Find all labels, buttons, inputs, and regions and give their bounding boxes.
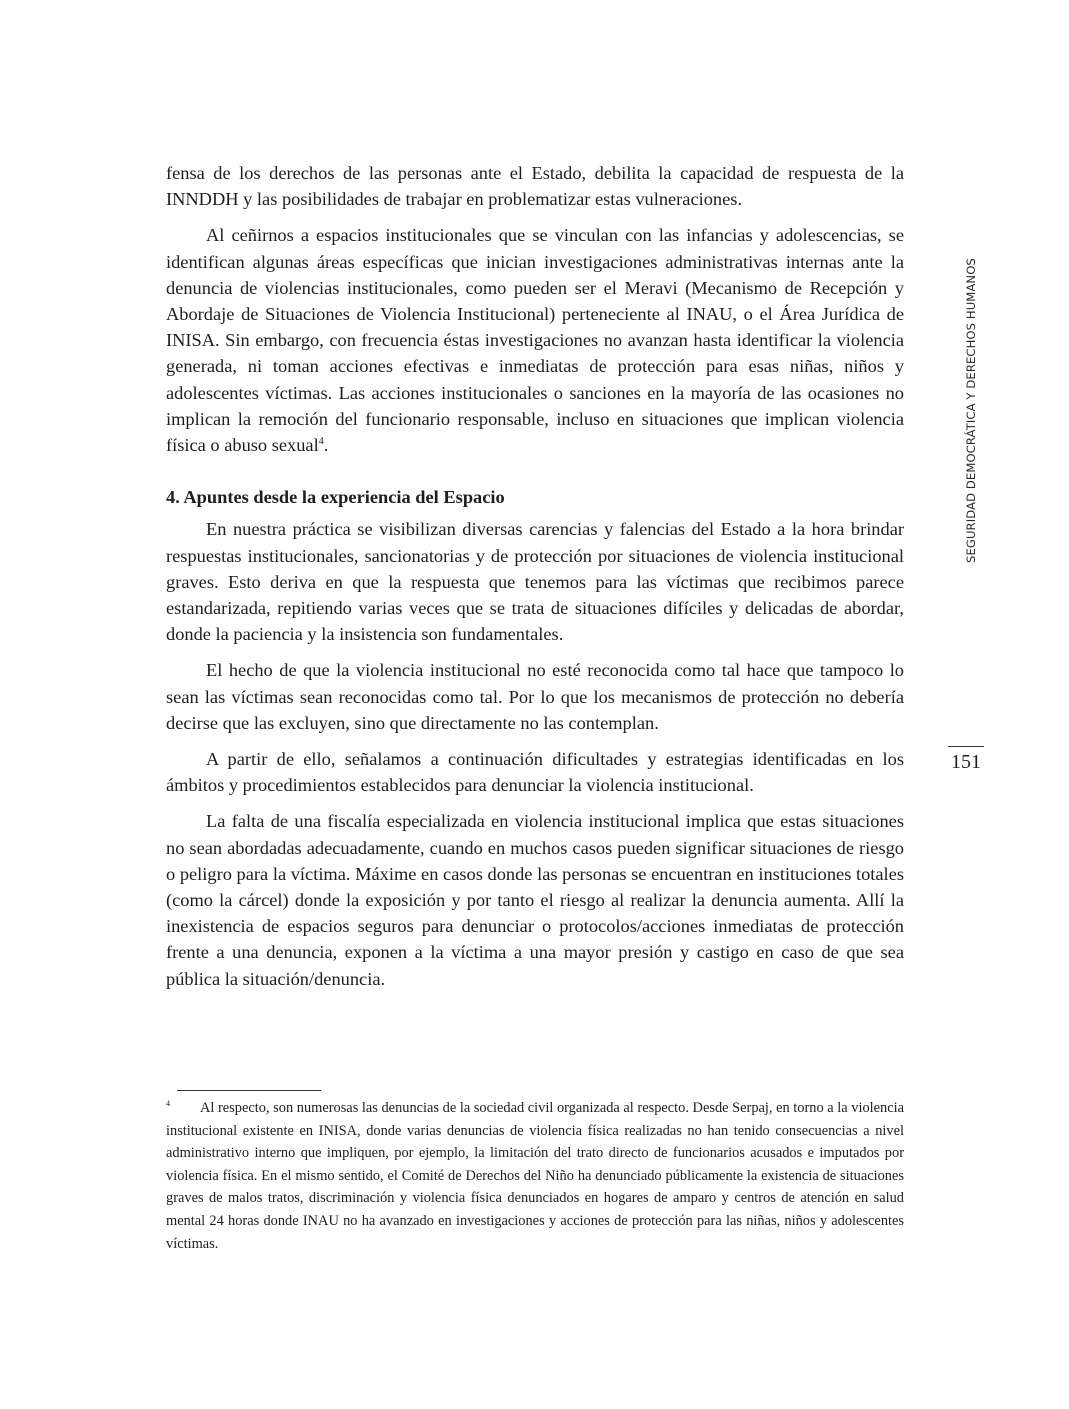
page-number: 151 — [951, 751, 981, 773]
paragraph-prosecutor: La falta de una fiscalía especializada en violencia institucional implica que estas situaciones no sean abordadas adecuadamente, cuando en muchos casos pueden significar situaciones de riesgo o peligro para la víctima. Máxime en casos donde las personas se encuentran en instituciones totales (como la cárcel) donde la exposición y por tanto el riesgo al realizar la denuncia aumenta. Allí la inexistencia de espacios seguros para denunciar o protocolos/acciones inmediatas de protección frente a una denuncia, exponen a la víctima a una mayor presión y castigo en caso de que sea pública la situación/denuncia. — [166, 811, 904, 989]
paragraph-continuation: fensa de los derechos de las personas ante el Estado, debilita la capacidad de respuesta de la INNDDH y las posibilidades de trabajar en problematizar estas vulneraciones. — [166, 163, 904, 210]
paragraph-strategies: A partir de ello, señalamos a continuación dificultades y estrategias identificadas en los ámbitos y procedimientos establecidos para denunciar la violencia institucional. — [166, 749, 904, 796]
paragraph-end-punctuation: . — [323, 435, 329, 456]
footnote-separator — [177, 1090, 321, 1091]
main-text — [166, 160, 904, 1002]
footnote — [166, 1097, 904, 1255]
page-number-rule — [948, 746, 984, 747]
footnote-marker: 4 — [166, 1099, 170, 1108]
paragraph-recognition: El hecho de que la violencia institucional no esté reconocida como tal hace que tampoco lo sean las víctimas sean reconocidas como tal. Por lo que los mecanismos de protección no debería decirse que las excluyen, sino que directamente no las contemplan. — [166, 660, 904, 733]
paragraph-practice: En nuestra práctica se visibilizan diversas carencias y falencias del Estado a la hora brindar respuestas institucionales, sancionatorias y de protección por situaciones de violencia institucional graves. Esto deriva en que la respuesta que tenemos para las víctimas que recibimos parece estandarizada, repitiendo varias veces que se trata de situaciones difíciles y delicadas de abordar, donde la paciencia y la insistencia son fundamentales. — [166, 519, 904, 645]
section-heading: 4. Apuntes desde la experiencia del Espacio — [166, 487, 505, 508]
paragraph-text: Al ceñirnos a espacios institucionales que se vinculan con las infancias y adolescencias, se identifican algunas áreas específicas que inician investigaciones administrativas internas ante la denuncia de violencias institucionales, como pueden ser el Meravi (Mecanismo de Recepción y Abordaje de Situaciones de Violencia Institucional) perteneciente al INAU, o el Área Jurídica de INISA. Sin embargo, con frecuencia éstas investigaciones no avanzan hasta identificar la violencia generada, ni toman acciones efectivas e inmediatas de protección para esas niñas, niños y adolescentes víctimas. Las acciones institucionales o sanciones en la mayoría de las ocasiones no implican la remoción del funcionario responsable, incluso en situaciones que implican violencia física o abuso sexual — [166, 225, 904, 456]
paragraph-institutional-spaces — [166, 222, 904, 458]
footnote-reference[interactable]: 4 — [318, 435, 324, 447]
running-head: SEGURIDAD DEMOCRÁTICA Y DERECHOS HUMANOS — [964, 258, 978, 563]
footnote-text: Al respecto, son numerosas las denuncias de la sociedad civil organizada al respecto. Desde Serpaj, en torno a la violencia institucional existente en INISA, donde varias denuncias de violencia física realizadas no han tenido consecuencias a nivel administrativo interno que impliquen, por ejemplo, la limitación del trato directo de funcionarios acusados e imputados por violencia física. En el mismo sentido, el Comité de Derechos del Niño ha denunciado públicamente la existencia de situaciones graves de malos tratos, discriminación y violencia física denunciados en hogares de amparo y centros de atención en salud mental 24 horas donde INAU no ha avanzado en investigaciones y acciones de protección para las niñas, niños y adolescentes víctimas. — [166, 1100, 904, 1252]
